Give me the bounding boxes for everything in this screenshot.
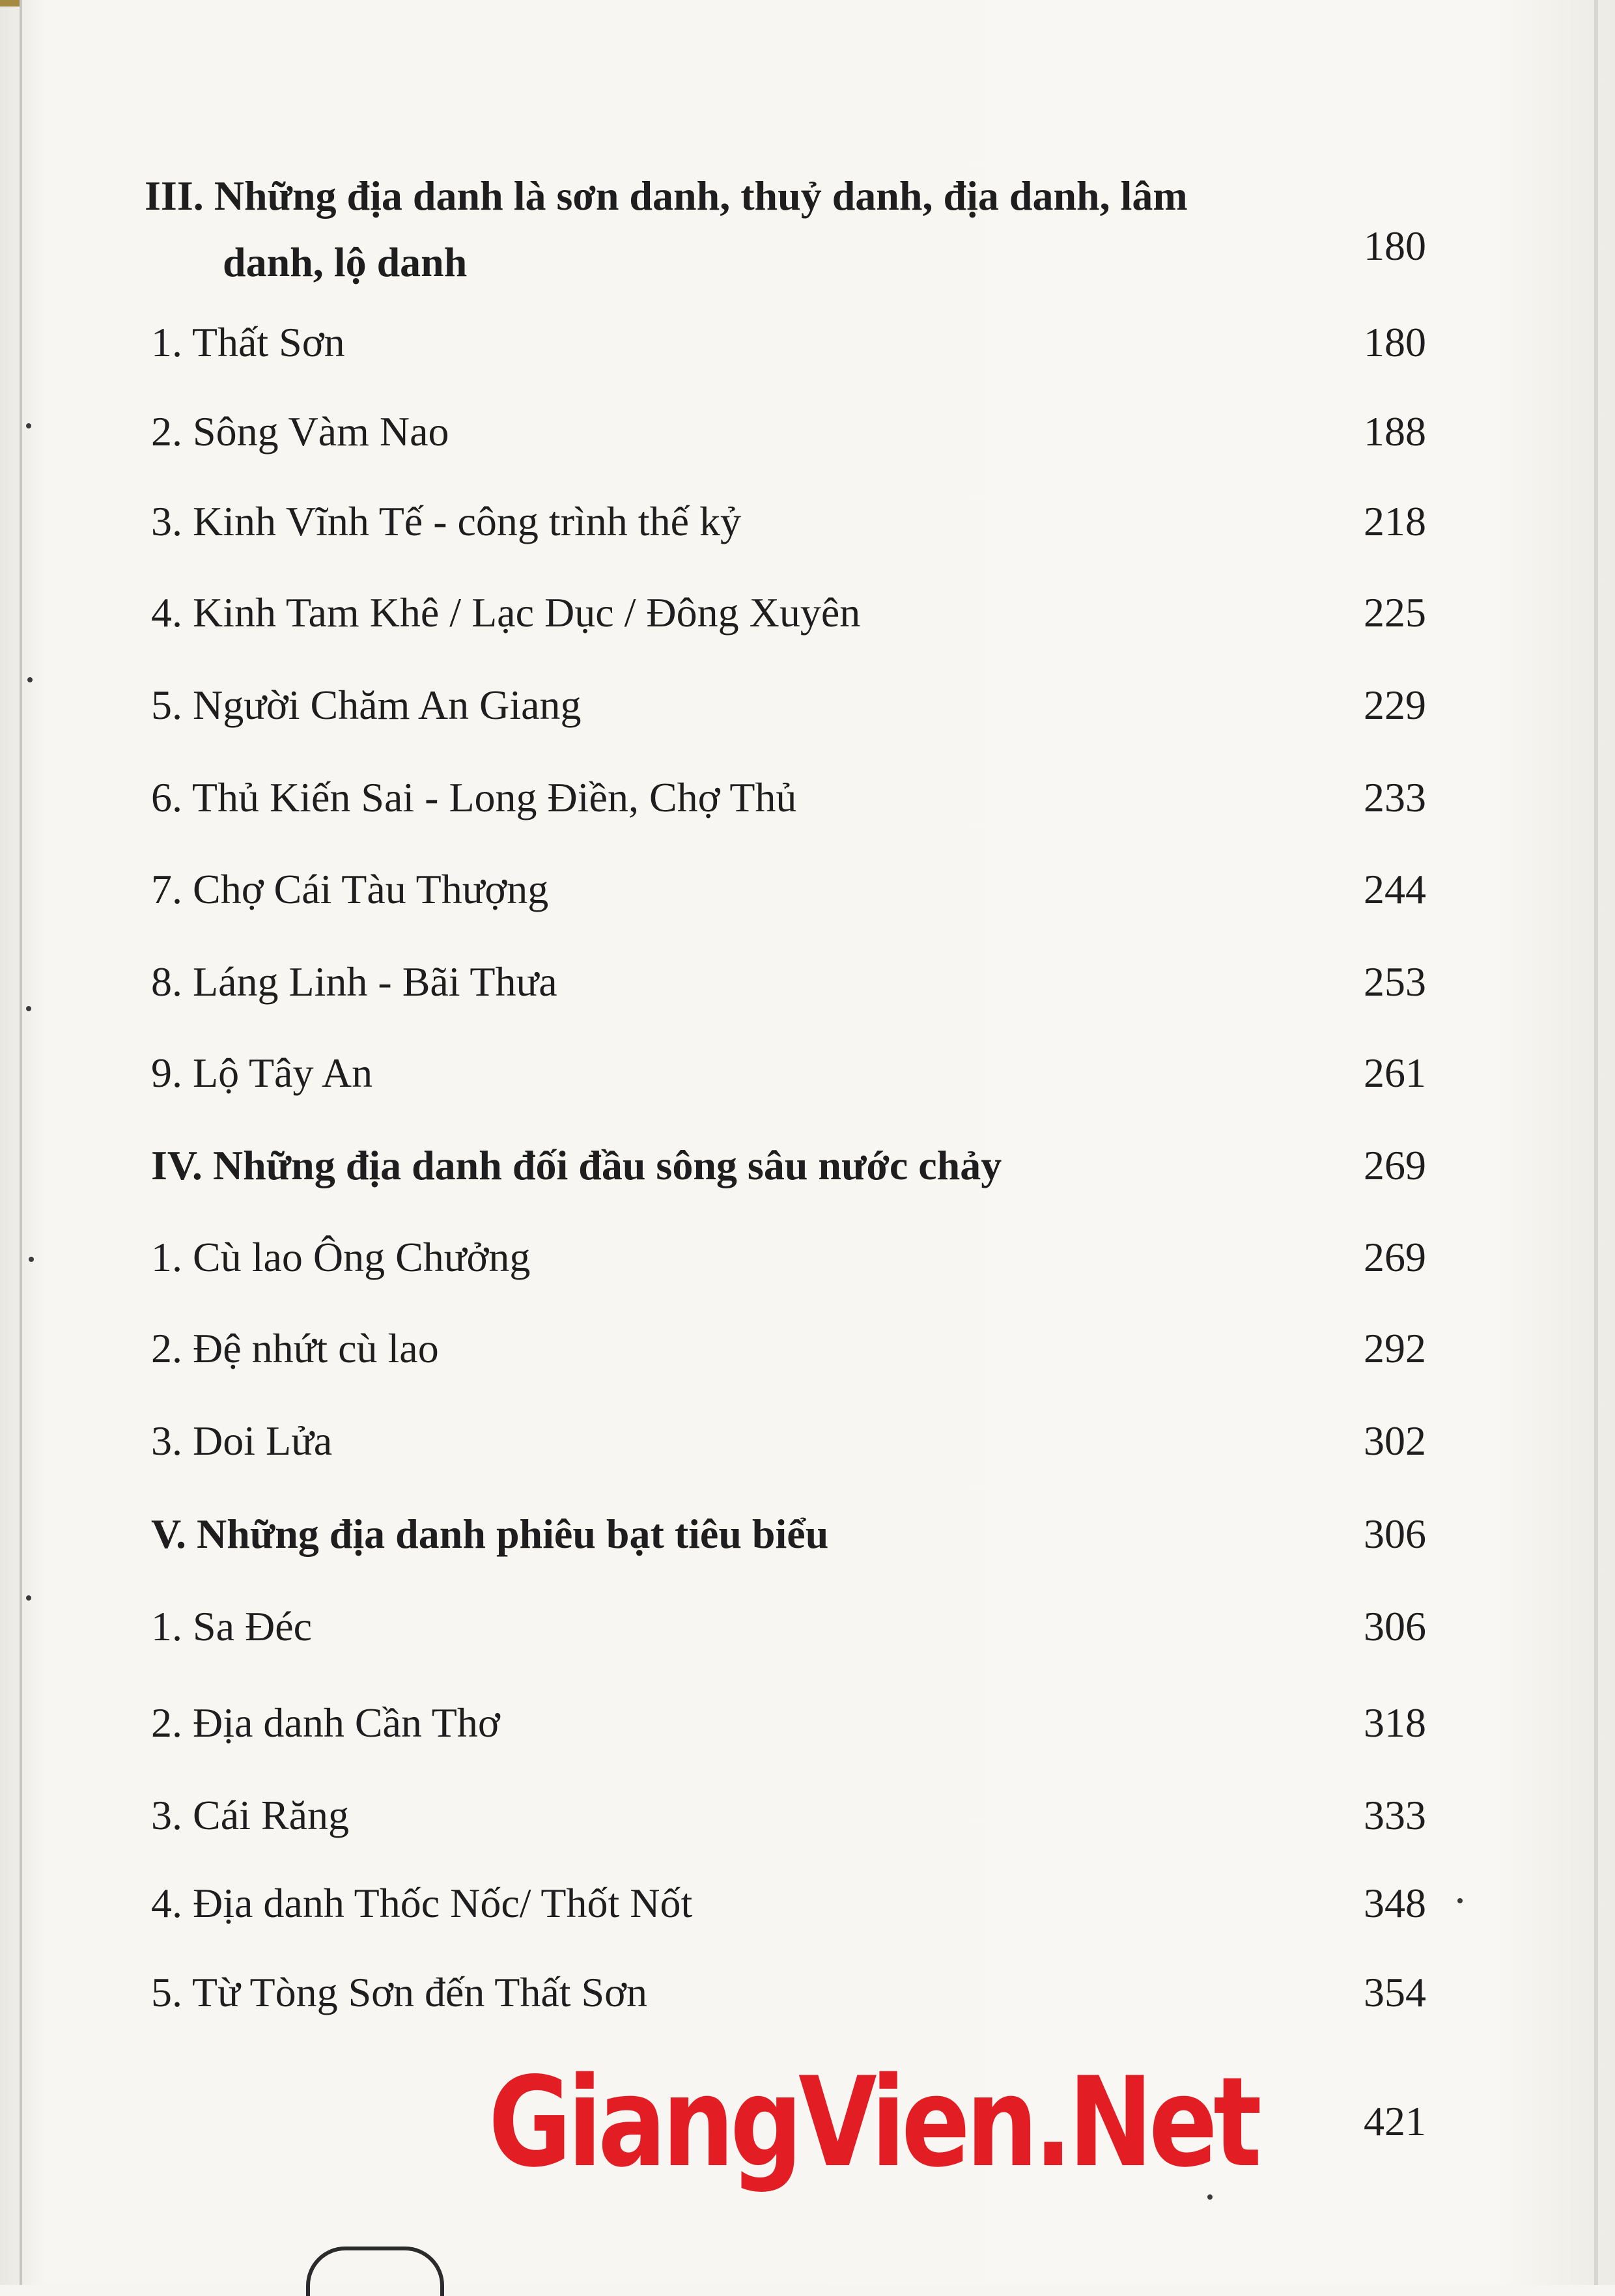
toc-entry-label: 4. Địa danh Thốc Nốc/ Thốt Nốt [151, 1880, 693, 1926]
toc-entry-label: 1. Cù lao Ông Chưởng [151, 1234, 531, 1280]
toc-entry-label: 7. Chợ Cái Tàu Thượng [151, 866, 549, 912]
toc-entry-label: 1. Sa Đéc [151, 1603, 313, 1649]
toc-entry-label: 4. Kinh Tam Khê / Lạc Dục / Đông Xuyên [151, 589, 861, 636]
toc-entry-page: 225 [1364, 589, 1426, 636]
toc-entry-label: 3. Cái Răng [151, 1792, 349, 1838]
toc-entry-page: 354 [1364, 1969, 1426, 2015]
toc-entry [0, 1226, 1615, 1304]
toc-entry-label: 6. Thủ Kiến Sai - Long Điền, Chợ Thủ [151, 774, 797, 820]
toc-entry-label: 5. Từ Tòng Sơn đến Thất Sơn [151, 1969, 647, 2015]
section-heading-v [0, 1503, 1615, 1581]
toc-entry-label: 9. Lộ Tây An [151, 1050, 373, 1096]
scan-speck [27, 677, 33, 682]
toc-entry-page: 318 [1364, 1700, 1426, 1746]
scan-speck [1207, 2194, 1213, 2200]
scan-speck [26, 423, 31, 428]
section-label: V. Những địa danh phiêu bạt tiêu biểu [151, 1511, 829, 1557]
toc-entry-page: 302 [1364, 1418, 1426, 1464]
toc-entry-page: 306 [1364, 1603, 1426, 1649]
section-heading-line1: III. Những địa danh là sơn danh, thuỷ danh, địa danh, lâm [145, 173, 1188, 219]
toc-entry [0, 766, 1615, 845]
toc-entry-page: 253 [1364, 959, 1426, 1005]
section-label: IV. Những địa danh đối đầu sông sâu nước chảy [151, 1142, 1002, 1188]
toc-entry-page: 188 [1364, 408, 1426, 455]
toc-entry-label: 3. Kinh Vĩnh Tế - công trình thế kỷ [151, 498, 741, 544]
toc-entry [0, 581, 1615, 660]
toc-entry-page: 348 [1364, 1880, 1426, 1926]
toc-entry-page: 261 [1364, 1050, 1426, 1096]
toc-entry [0, 1872, 1615, 1950]
watermark-logo: GiangVien.Net [488, 2051, 1258, 2194]
toc-entry-label: 1. Thất Sơn [151, 319, 345, 365]
toc-entry-label: 2. Sông Vàm Nao [151, 408, 449, 455]
toc-entry-page: 292 [1364, 1325, 1426, 1371]
toc-entry [0, 1042, 1615, 1120]
toc-entry-page: 244 [1364, 866, 1426, 912]
toc-entry [0, 674, 1615, 752]
toc-entry-label: 2. Đệ nhứt cù lao [151, 1325, 439, 1371]
toc-entry [0, 951, 1615, 1029]
toc-entry [0, 311, 1615, 389]
toc-entry-label: 2. Địa danh Cần Thơ [151, 1700, 500, 1746]
toc-entry [0, 1784, 1615, 1862]
toc-entry [0, 1317, 1615, 1395]
toc-entry [0, 858, 1615, 936]
toc-entry-page: 233 [1364, 774, 1426, 820]
toc-entry-label: 3. Doi Lửa [151, 1418, 333, 1464]
toc-entry [0, 490, 1615, 568]
toc-entry [0, 1595, 1615, 1673]
toc-entry-page: 229 [1364, 682, 1426, 728]
toc-entry [0, 1692, 1615, 1770]
scan-speck [1457, 1898, 1463, 1903]
section-heading-iv [0, 1134, 1615, 1212]
scan-speck [29, 1257, 34, 1262]
scan-speck [26, 1006, 31, 1011]
section-page: 269 [1364, 1142, 1426, 1188]
section-heading-line2: danh, lộ danh [223, 239, 468, 285]
toc-entry [0, 1410, 1615, 1488]
toc-entry-page: 218 [1364, 498, 1426, 544]
toc-last-page: 421 [1364, 2098, 1426, 2144]
toc-entry [0, 400, 1615, 479]
section-page: 306 [1364, 1511, 1426, 1557]
toc-entry-label: 8. Láng Linh - Bãi Thưa [151, 959, 557, 1005]
section-heading-page-row [0, 215, 1615, 293]
page-stain [306, 2247, 444, 2296]
section-heading-page: 180 [1364, 223, 1426, 269]
toc-entry-page: 180 [1364, 319, 1426, 365]
scan-speck [26, 1595, 31, 1601]
toc-entry-label: 5. Người Chăm An Giang [151, 682, 582, 728]
toc-entry-page: 333 [1364, 1792, 1426, 1838]
toc-entry-page: 269 [1364, 1234, 1426, 1280]
toc-entry [0, 1961, 1615, 2039]
